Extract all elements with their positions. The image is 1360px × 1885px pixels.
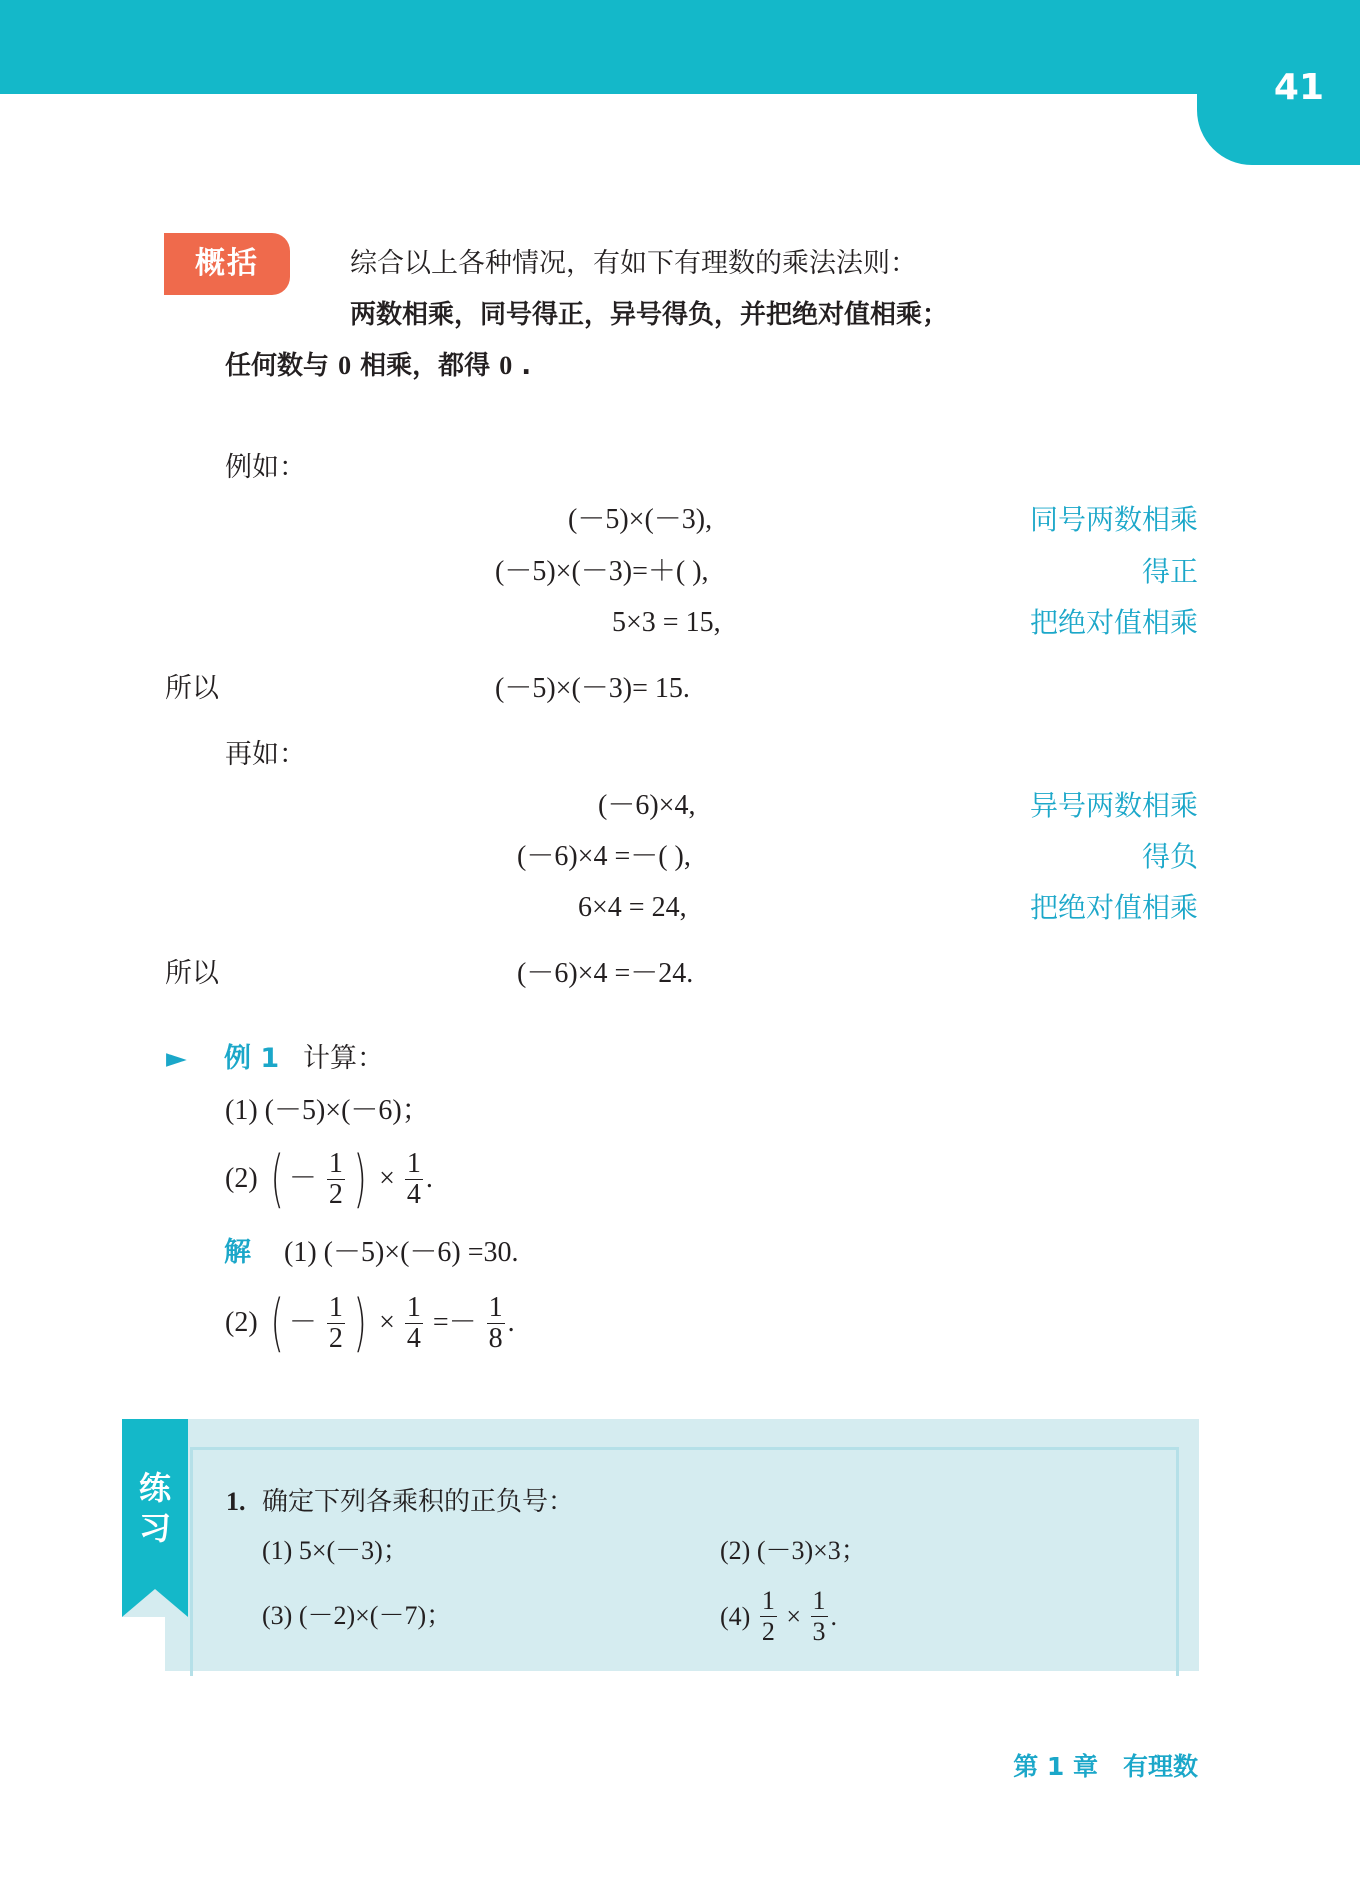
example-arrow-icon: ► <box>166 1043 187 1074</box>
practice-item-3: (3) (－2)×(－7)； <box>262 1601 453 1630</box>
example-1-label: 例 1 <box>224 1043 280 1074</box>
example-b-eq2: (－6)×4 =－( ), <box>517 841 691 872</box>
example-b-intro: 再如： <box>225 739 306 770</box>
practice-item-4 <box>720 1586 837 1647</box>
example-a-intro: 例如： <box>225 452 306 483</box>
fraction-one-half: $\frac{1}{2}$ <box>328 1147 343 1210</box>
times-sign: × <box>379 1307 395 1338</box>
example-b-eq1: (－6)×4, <box>598 790 696 821</box>
equals-minus: =－ <box>432 1307 477 1338</box>
rule-text-c: . <box>521 351 532 381</box>
example-b-result: (－6)×4 =－24. <box>517 958 694 989</box>
example-a-note-1: 同号两数相乘 <box>1029 503 1198 536</box>
summary-rule-line-3 <box>225 349 531 383</box>
left-paren: ( <box>270 1142 284 1215</box>
rule-text-b: 相乘，都得 <box>360 351 491 381</box>
example-b-so: 所以 <box>165 958 219 989</box>
example-a-eq2: (－5)×(－3)=＋( ), <box>495 556 709 587</box>
example-a-eq1: (－5)×(－3), <box>568 504 713 535</box>
example-a-note-2: 得正 <box>1141 555 1198 588</box>
solution-2 <box>225 1286 515 1359</box>
rule-zero-a: 0 <box>338 351 352 380</box>
example-b-eq3: 6×4 = 24, <box>578 892 687 923</box>
minus-sign: － <box>288 1307 317 1338</box>
rule-zero-b: 0 <box>499 351 513 380</box>
practice-label <box>122 1468 188 1548</box>
fraction-one-eighth: $\frac{1}{8}$ <box>488 1291 503 1354</box>
right-paren: ) <box>353 1142 367 1215</box>
practice-item-1: (1) 5×(－3)； <box>262 1536 409 1565</box>
fraction-one-quarter: $\frac{1}{4}$ <box>406 1291 421 1354</box>
period: . <box>507 1307 515 1338</box>
example-b-note-2: 得负 <box>1141 840 1198 873</box>
period: . <box>830 1601 837 1631</box>
solution-1: (1) (－5)×(－6) =30. <box>284 1237 519 1268</box>
period: . <box>425 1163 433 1194</box>
right-paren: ) <box>353 1286 367 1359</box>
times-sign: × <box>786 1601 801 1631</box>
example-b-note-1: 异号两数相乘 <box>1029 789 1198 822</box>
practice-ribbon-notch <box>122 1589 188 1617</box>
minus-sign: － <box>288 1163 317 1194</box>
practice-q-text: 确定下列各乘积的正负号： <box>262 1487 575 1516</box>
example-a-result: (－5)×(－3)= 15. <box>495 673 690 704</box>
practice-item-2: (2) (－3)×3； <box>720 1536 867 1565</box>
fraction-one-quarter: $\frac{1}{4}$ <box>406 1147 421 1210</box>
page-number: 41 <box>1273 67 1324 108</box>
example-1-item-2 <box>225 1142 433 1215</box>
practice-label-char-1: 练 <box>138 1469 171 1507</box>
solution-2-prefix: (2) <box>225 1307 258 1338</box>
summary-line-1: 综合以上各种情况，有如下有理数的乘法法则： <box>350 248 917 279</box>
fraction-one-third: $\frac{1}{3}$ <box>812 1586 826 1646</box>
example-a-eq3: 5×3 = 15, <box>612 607 721 638</box>
header-bar <box>0 0 1360 94</box>
summary-rule-line-2: 两数相乘，同号得正，异号得负，并把绝对值相乘； <box>350 300 949 330</box>
practice-q-number: 1. <box>226 1487 246 1516</box>
rule-text-a: 任何数与 <box>225 351 330 381</box>
example-b-note-3: 把绝对值相乘 <box>1029 891 1198 924</box>
example-a-so: 所以 <box>165 673 219 704</box>
example-1-prompt: 计算： <box>303 1043 384 1074</box>
practice-item-4-prefix: (4) <box>720 1601 751 1631</box>
left-paren: ( <box>270 1286 284 1359</box>
example-a-note-3: 把绝对值相乘 <box>1029 606 1198 639</box>
fraction-one-half: $\frac{1}{2}$ <box>761 1586 775 1646</box>
times-sign: × <box>379 1163 395 1194</box>
chapter-footer: 第 1 章 有理数 <box>1013 1752 1198 1781</box>
solution-label: 解 <box>224 1237 251 1268</box>
item-2-prefix: (2) <box>225 1163 258 1194</box>
example-1-item-1: (1) (－5)×(－6)； <box>225 1095 430 1126</box>
practice-label-char-2: 习 <box>138 1509 171 1547</box>
fraction-one-half: $\frac{1}{2}$ <box>328 1291 343 1354</box>
summary-badge: 概括 <box>164 233 290 295</box>
